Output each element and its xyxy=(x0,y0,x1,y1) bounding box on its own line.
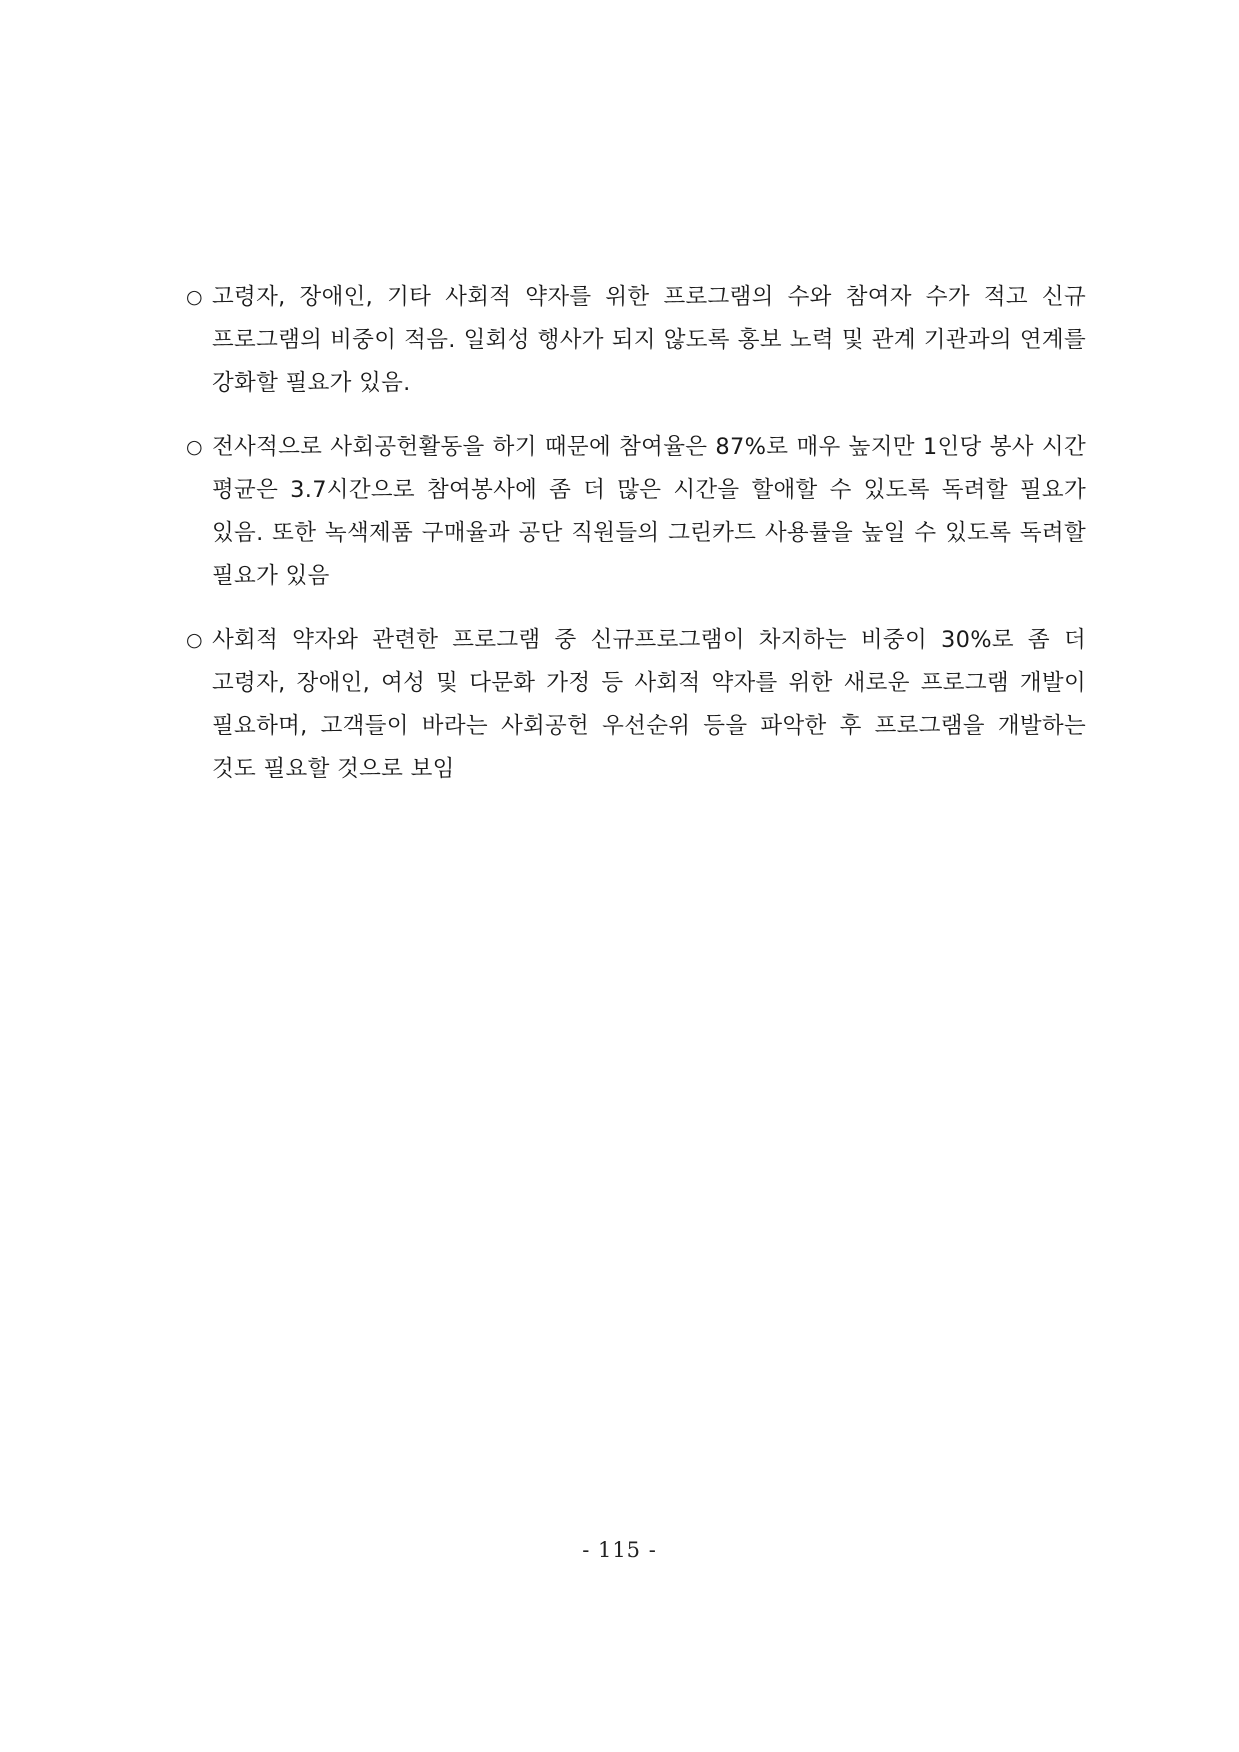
page-number: - 115 - xyxy=(582,1538,657,1562)
circle-bullet-icon: ○ xyxy=(186,286,203,308)
bullet-item-1 xyxy=(186,276,1086,405)
circle-bullet-icon: ○ xyxy=(186,436,203,458)
circle-bullet-icon: ○ xyxy=(186,629,203,651)
bullet-item-3 xyxy=(186,619,1086,791)
bullet-list xyxy=(186,276,1086,812)
bullet-text-2: 전사적으로 사회공헌활동을 하기 때문에 참여율은 87%로 매우 높지만 1인당 봉사 시간 평균은 3.7시간으로 참여봉사에 좀 더 많은 시간을 할애할 수 있도록 독려할 필요가 있음. 또한 녹색제품 구매율과 공단 직원들의 그린카드 사용률을 높일 수 있도록 독려할 필요가 있음 xyxy=(212,434,1086,589)
bullet-text-3: 사회적 약자와 관련한 프로그램 중 신규프로그램이 차지하는 비중이 30%로 좀 더 고령자, 장애인, 여성 및 다문화 가정 등 사회적 약자를 위한 새로운 프로그램 개발이 필요하며, 고객들이 바라는 사회공헌 우선순위 등을 파악한 후 프로그램을 개발하는 것도 필요할 것으로 보임 xyxy=(212,627,1086,782)
bullet-item-2 xyxy=(186,426,1086,598)
bullet-text-1: 고령자, 장애인, 기타 사회적 약자를 위한 프로그램의 수와 참여자 수가 적고 신규 프로그램의 비중이 적음. 일회성 행사가 되지 않도록 홍보 노력 및 관계 기관과의 연계를 강화할 필요가 있음. xyxy=(212,284,1086,396)
